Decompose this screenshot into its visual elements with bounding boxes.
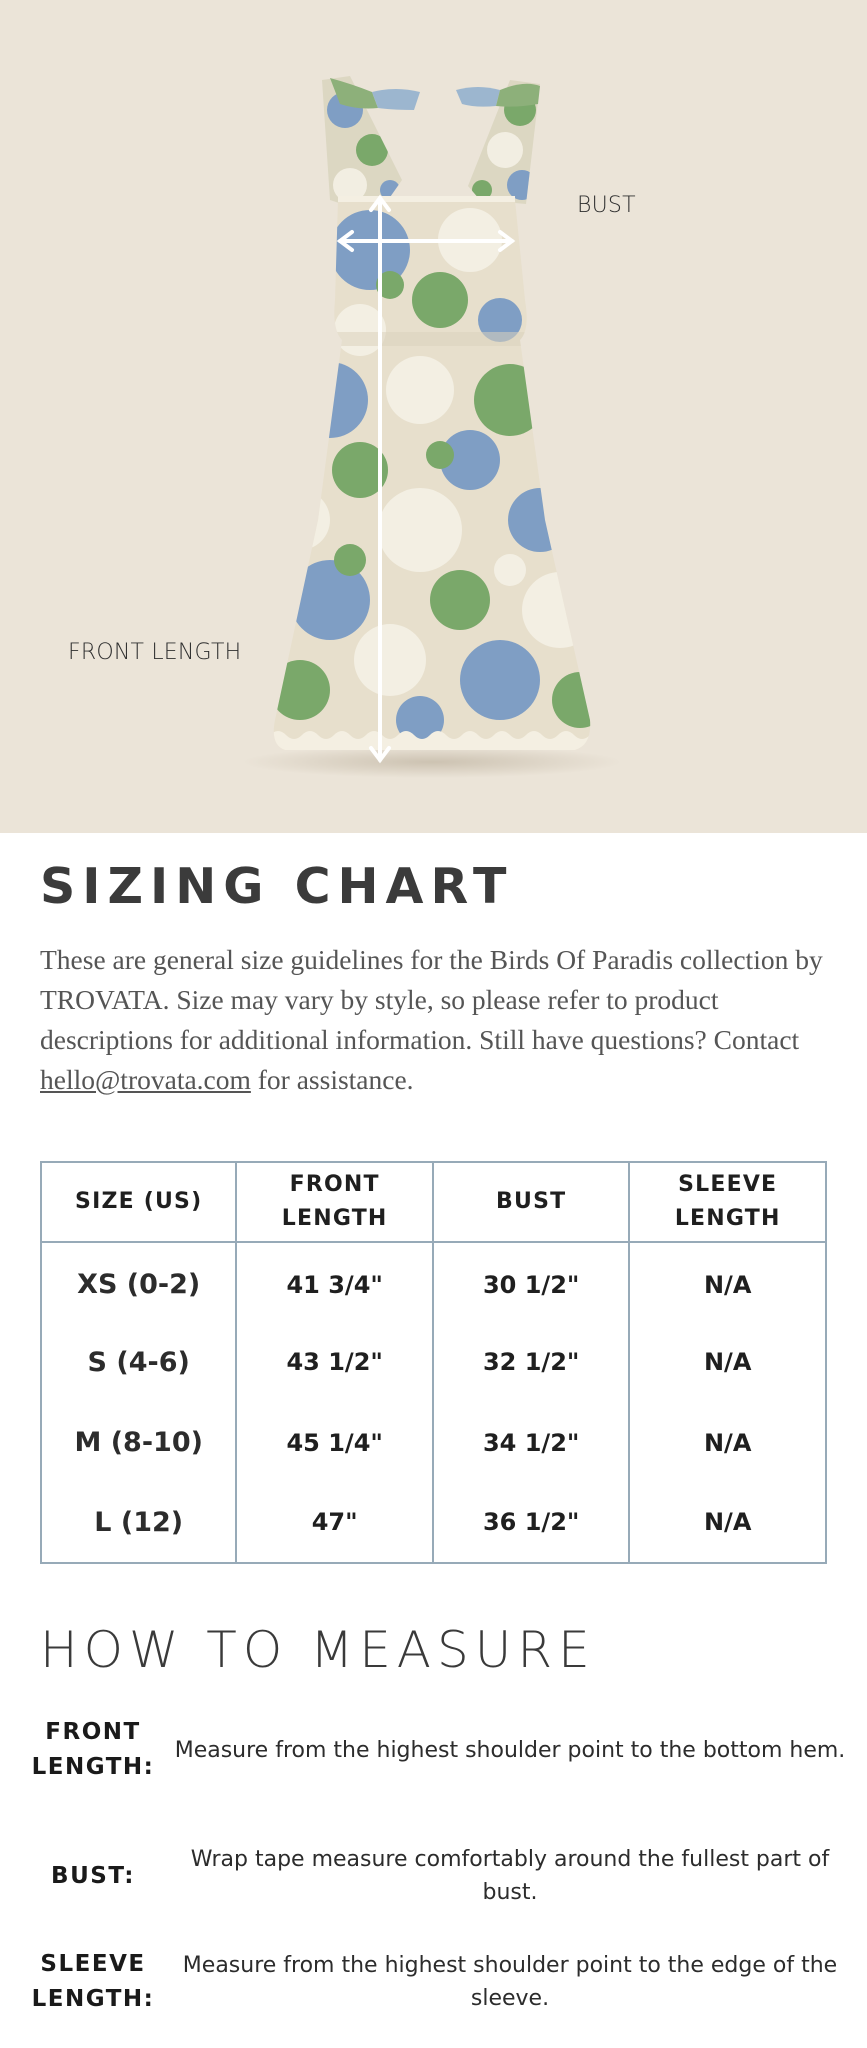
left-tie-strap <box>322 76 420 204</box>
table-row <box>41 1403 826 1483</box>
cell-front-length: 43 1/2" <box>236 1322 433 1402</box>
size-table <box>40 1161 827 1564</box>
header-size: SIZE (US) <box>41 1162 236 1242</box>
bust-label: BUST <box>577 193 636 218</box>
measure-label <box>26 1947 160 2017</box>
cell-sleeve-length: N/A <box>629 1322 826 1402</box>
measure-description: Measure from the highest shoulder point to the bottom hem. <box>174 1737 846 1763</box>
cell-front-length: 47" <box>236 1483 433 1563</box>
cell-bust: 32 1/2" <box>433 1322 629 1402</box>
measure-item-front-length <box>26 1714 846 1786</box>
header-sleeve-length-line2: LENGTH <box>674 1206 781 1231</box>
table-row <box>41 1242 826 1322</box>
header-front-length <box>236 1162 433 1242</box>
cell-bust: 36 1/2" <box>433 1483 629 1563</box>
measure-label <box>26 1715 160 1785</box>
measure-label-line2: LENGTH: <box>31 1754 155 1780</box>
front-length-label: FRONT LENGTH <box>68 640 242 665</box>
cell-sleeve-length: N/A <box>629 1483 826 1563</box>
cell-front-length: 41 3/4" <box>236 1242 433 1322</box>
dress-body <box>260 195 610 765</box>
cell-sleeve-length: N/A <box>629 1242 826 1322</box>
sizing-chart-title: SIZING CHART <box>40 858 514 915</box>
cell-sleeve-length: N/A <box>629 1403 826 1483</box>
cell-size: XS (0-2) <box>77 1269 201 1301</box>
table-header-row <box>41 1162 826 1242</box>
intro-suffix: for assistance. <box>250 1064 414 1095</box>
header-bust: BUST <box>433 1162 629 1242</box>
table-row <box>41 1483 826 1563</box>
cell-bust: 30 1/2" <box>433 1242 629 1322</box>
measure-description: Wrap tape measure comfortably around the fullest part of bust. <box>190 1847 830 1905</box>
measure-description: Measure from the highest shoulder point to the edge of the sleeve. <box>182 1953 838 2011</box>
product-hero-image <box>0 0 867 833</box>
sizing-intro <box>40 940 840 1100</box>
right-tie-strap <box>456 80 540 204</box>
measure-label-line2: LENGTH: <box>31 1986 155 2012</box>
cell-bust: 34 1/2" <box>433 1403 629 1483</box>
contact-email-link[interactable]: hello@trovata.com <box>40 1064 251 1095</box>
cell-size: L (12) <box>94 1506 184 1538</box>
measure-item-bust <box>26 1840 846 1912</box>
header-sleeve-length-line1: SLEEVE <box>678 1172 778 1197</box>
measure-item-sleeve-length <box>26 1944 846 2020</box>
cell-size: S (4-6) <box>87 1346 190 1378</box>
measure-label-line1: SLEEVE <box>40 1951 146 1977</box>
measure-label-line1: FRONT <box>45 1719 141 1745</box>
header-front-length-line1: FRONT <box>289 1172 380 1197</box>
cell-size: M (8-10) <box>74 1427 203 1459</box>
measure-label: BUST: <box>51 1862 135 1889</box>
table-row <box>41 1322 826 1402</box>
header-sleeve-length <box>629 1162 826 1242</box>
cell-front-length: 45 1/4" <box>236 1403 433 1483</box>
how-to-measure-title: HOW TO MEASURE <box>40 1621 596 1679</box>
intro-text: These are general size guidelines for the Birds Of Paradis collection by TROVATA. Size may vary by style, so please refer to product descriptions for additional information. Still have questions? Contact <box>40 944 823 1055</box>
dress-illustration <box>0 0 867 833</box>
header-front-length-line2: LENGTH <box>281 1206 388 1231</box>
